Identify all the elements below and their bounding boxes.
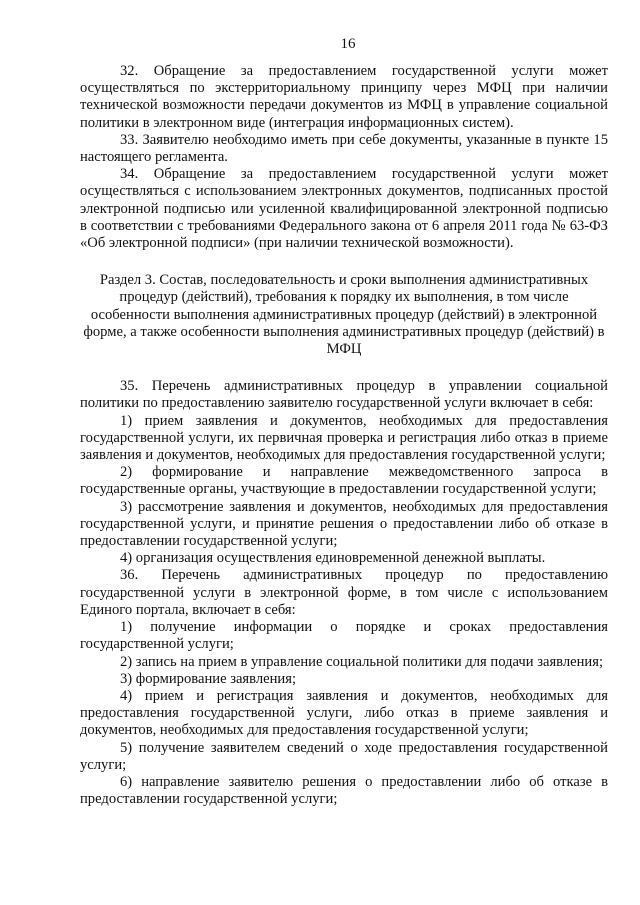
- list-item-36-2: 2) запись на прием в управление социальной политики для подачи заявления;: [120, 653, 604, 670]
- paragraphs-before-section: [80, 63, 608, 252]
- paragraph-34: 34. Обращение за предоставлением государственной услуги может осуществляться с использованием электронных документов, подписанных простой электронной подписью или усиленной квалифицированной электронной подписью в соответствии с требованиями Федерального закона от 6 апреля 2011 года № 63-ФЗ «Об электронной подписи» (при наличии технической возможности).: [80, 166, 608, 252]
- list-item-36-5: 5) получение заявителем сведений о ходе предоставления государственной услуги;: [80, 739, 608, 773]
- paragraph-36: 36. Перечень административных процедур по предоставлению государственной услуги в электронной форме, в том числе с использованием Единого портала, включает в себя:: [80, 567, 608, 618]
- list-item-35-3: 3) рассмотрение заявления и документов, необходимых для предоставления государственной услуги, и принятие решения о предоставлении либо об отказе в предоставлении государственной услуги;: [80, 498, 608, 550]
- section-3-heading-block: [80, 272, 608, 358]
- list-item-35-1: 1) прием заявления и документов, необходимых для предоставления государственной услуги, их первичная проверка и регистрация либо отказ в приеме заявления и документов, необходимых для предоставления государственной услуги;: [80, 412, 608, 464]
- paragraph-33: 33. Заявителю необходимо иметь при себе документы, указанные в пункте 15 настоящего регламента.: [80, 131, 608, 166]
- list-item-36-6: 6) направление заявителю решения о предоставлении либо об отказе в предоставлении государственной услуги;: [80, 773, 608, 808]
- paragraph-32: 32. Обращение за предоставлением государственной услуги может осуществляться по экстерриториальному принципу через МФЦ при наличии технической возможности передачи документов из МФЦ в управление социальной политики в электронном виде (интеграция информационных систем).: [80, 63, 608, 131]
- list-item-35-4: 4) организация осуществления единовременной денежной выплаты.: [120, 550, 546, 567]
- list-item-36-4: 4) прием и регистрация заявления и документов, необходимых для предоставления государственной услуги, либо отказ в приеме заявления и документов, необходимых для предоставления государственной услуги;: [80, 687, 608, 739]
- list-item-36-1: 1) получение информации о порядке и сроках предоставления государственной услуги;: [80, 619, 608, 653]
- list-item-36-3: 3) формирование заявления;: [120, 670, 296, 687]
- paragraph-35: 35. Перечень административных процедур в управлении социальной политики по предоставлению заявителю государственной услуги включает в себя:: [80, 378, 608, 412]
- page-number: 16: [340, 36, 356, 52]
- list-item-35-2: 2) формирование и направление межведомственного запроса в государственные органы, участвующие в предоставлении государственной услуги;: [80, 464, 608, 498]
- paragraphs-after-section: [80, 378, 608, 808]
- section-heading: Раздел 3. Состав, последовательность и сроки выполнения административных процедур (действий), требования к порядку их выполнения, в том числе особенности выполнения административных процедур (действий) в электронной форме, а также особенности выполнения административных процедур (действий) в МФЦ: [83, 272, 605, 358]
